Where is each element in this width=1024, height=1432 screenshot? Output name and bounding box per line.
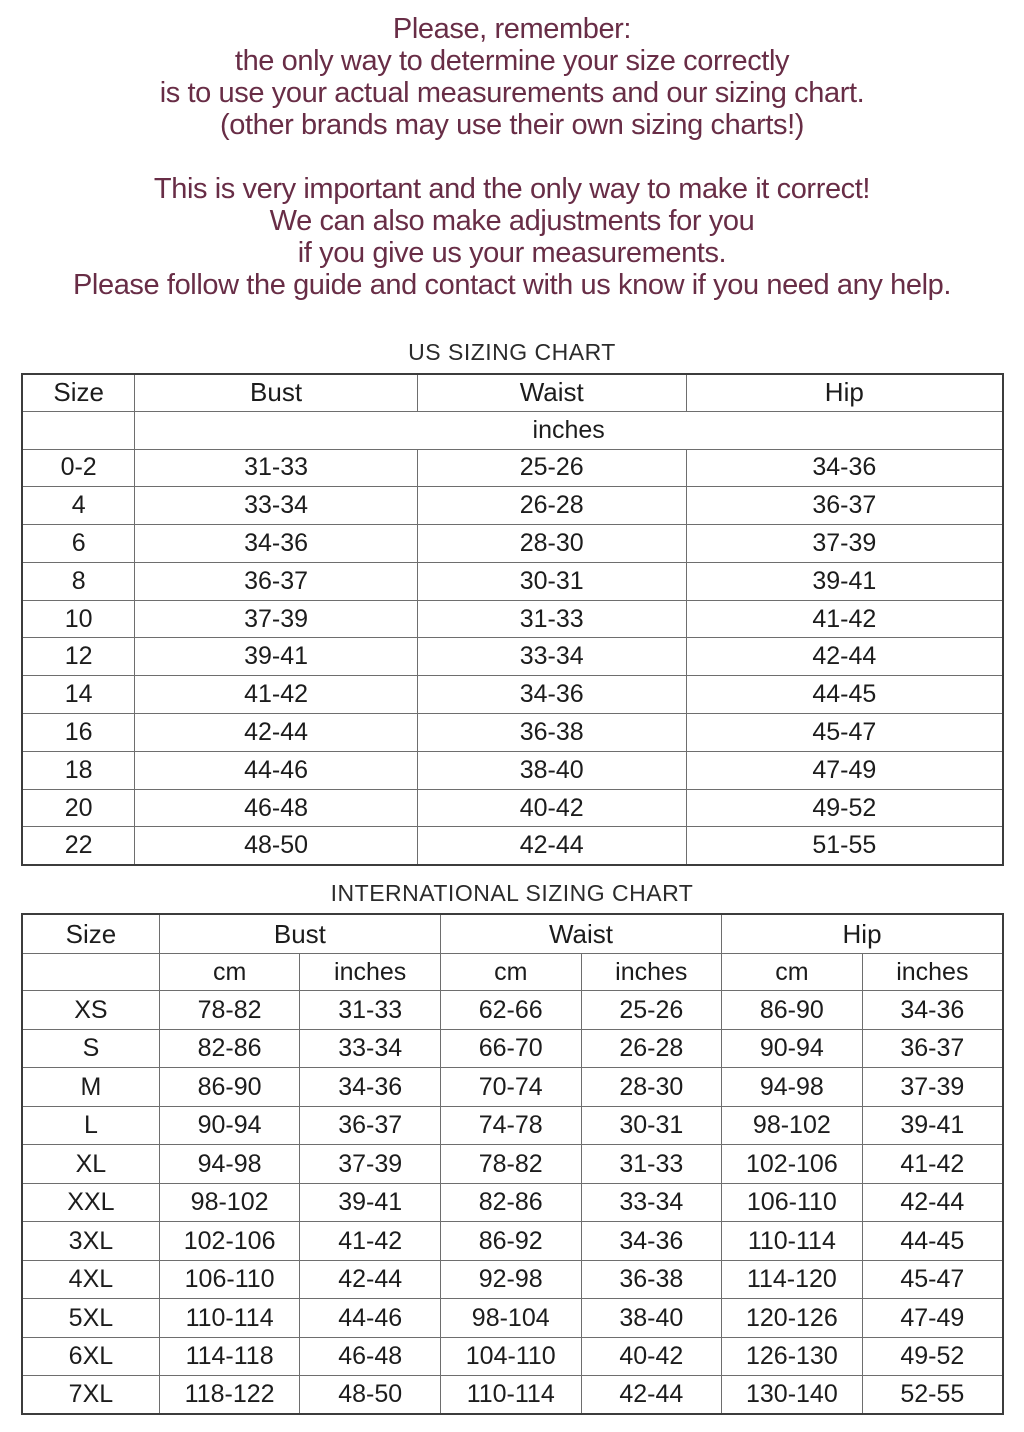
bust-cm-cell: 78-82 [159, 991, 300, 1030]
hip-cell: 36-37 [686, 487, 1003, 525]
intro-line: the only way to determine your size correctly [234, 45, 790, 77]
hip-cm-cell: 126-130 [722, 1337, 863, 1376]
waist-cm-cell: 92-98 [440, 1260, 581, 1299]
table-row [22, 525, 1003, 563]
bust-in-cell: 37-39 [300, 1145, 441, 1184]
waist-cm-cell: 70-74 [440, 1068, 581, 1107]
waist-cm-cell: 74-78 [440, 1106, 581, 1145]
intl-unit-hip-in: inches [862, 954, 1003, 991]
hip-cm-cell: 114-120 [722, 1260, 863, 1299]
hip-cell: 45-47 [686, 714, 1003, 752]
hip-cm-cell: 130-140 [722, 1376, 863, 1415]
intl-col-header-waist: Waist [440, 914, 721, 954]
intl-header-row [22, 914, 1003, 954]
intl-unit-waist-in: inches [581, 954, 722, 991]
us-header-row [22, 374, 1003, 411]
empty-cell [22, 411, 135, 449]
bust-cell: 41-42 [135, 676, 418, 714]
hip-in-cell: 37-39 [862, 1068, 1003, 1107]
bust-in-cell: 31-33 [300, 991, 441, 1030]
size-cell: 0-2 [22, 449, 135, 487]
waist-cm-cell: 98-104 [440, 1299, 581, 1338]
hip-cm-cell: 86-90 [722, 991, 863, 1030]
intro-line: Please, remember: [392, 13, 632, 45]
intro-line: We can also make adjustments for you [269, 205, 755, 237]
intl-col-header-size: Size [22, 914, 159, 954]
bust-in-cell: 41-42 [300, 1222, 441, 1261]
waist-cell: 30-31 [417, 562, 686, 600]
bust-cm-cell: 90-94 [159, 1106, 300, 1145]
hip-in-cell: 47-49 [862, 1299, 1003, 1338]
intl-unit-bust-in: inches [300, 954, 441, 991]
us-unit-cell: inches [135, 411, 1003, 449]
bust-cm-cell: 118-122 [159, 1376, 300, 1415]
hip-in-cell: 36-37 [862, 1029, 1003, 1068]
waist-cm-cell: 86-92 [440, 1222, 581, 1261]
table-row [22, 600, 1003, 638]
table-row [22, 1183, 1003, 1222]
size-cell: XS [22, 991, 159, 1030]
us-col-header-bust: Bust [135, 374, 418, 411]
bust-cm-cell: 106-110 [159, 1260, 300, 1299]
bust-cell: 48-50 [135, 827, 418, 865]
intro-line: (other brands may use their own sizing charts!) [219, 109, 804, 141]
size-cell: 12 [22, 638, 135, 676]
us-chart-title: US SIZING CHART [408, 339, 616, 365]
table-row [22, 449, 1003, 487]
table-row [22, 1260, 1003, 1299]
us-unit-row [22, 411, 1003, 449]
waist-in-cell: 30-31 [581, 1106, 722, 1145]
waist-in-cell: 31-33 [581, 1145, 722, 1184]
intl-unit-row [22, 954, 1003, 991]
waist-in-cell: 25-26 [581, 991, 722, 1030]
waist-in-cell: 38-40 [581, 1299, 722, 1338]
waist-cell: 34-36 [417, 676, 686, 714]
hip-cell: 42-44 [686, 638, 1003, 676]
waist-in-cell: 34-36 [581, 1222, 722, 1261]
table-row [22, 1299, 1003, 1338]
table-row [22, 562, 1003, 600]
size-cell: 7XL [22, 1376, 159, 1415]
waist-cm-cell: 66-70 [440, 1029, 581, 1068]
waist-cell: 42-44 [417, 827, 686, 865]
bust-cell: 36-37 [135, 562, 418, 600]
size-cell: 10 [22, 600, 135, 638]
waist-cm-cell: 62-66 [440, 991, 581, 1030]
intl-unit-waist-cm: cm [440, 954, 581, 991]
table-row [22, 714, 1003, 752]
hip-cm-cell: 94-98 [722, 1068, 863, 1107]
hip-in-cell: 39-41 [862, 1106, 1003, 1145]
size-cell: S [22, 1029, 159, 1068]
intro-block-1 [0, 13, 1024, 141]
intro-text [0, 0, 1024, 301]
size-cell: 18 [22, 751, 135, 789]
hip-cell: 44-45 [686, 676, 1003, 714]
waist-cm-cell: 82-86 [440, 1183, 581, 1222]
bust-in-cell: 34-36 [300, 1068, 441, 1107]
waist-in-cell: 26-28 [581, 1029, 722, 1068]
bust-in-cell: 42-44 [300, 1260, 441, 1299]
size-cell: 20 [22, 789, 135, 827]
bust-in-cell: 39-41 [300, 1183, 441, 1222]
intro-block-2 [0, 173, 1024, 301]
bust-cm-cell: 98-102 [159, 1183, 300, 1222]
hip-cell: 34-36 [686, 449, 1003, 487]
waist-cell: 36-38 [417, 714, 686, 752]
us-col-header-waist: Waist [417, 374, 686, 411]
size-cell: 6XL [22, 1337, 159, 1376]
table-row [22, 638, 1003, 676]
size-cell: 4 [22, 487, 135, 525]
table-row [22, 751, 1003, 789]
bust-cm-cell: 94-98 [159, 1145, 300, 1184]
table-row [22, 676, 1003, 714]
bust-cell: 31-33 [135, 449, 418, 487]
bust-in-cell: 36-37 [300, 1106, 441, 1145]
hip-cell: 41-42 [686, 600, 1003, 638]
size-cell: 4XL [22, 1260, 159, 1299]
waist-cm-cell: 104-110 [440, 1337, 581, 1376]
bust-cell: 42-44 [135, 714, 418, 752]
hip-cell: 51-55 [686, 827, 1003, 865]
waist-cell: 28-30 [417, 525, 686, 563]
intro-line: This is very important and the only way to make it correct! [153, 173, 871, 205]
hip-in-cell: 42-44 [862, 1183, 1003, 1222]
table-row [22, 789, 1003, 827]
us-col-header-hip: Hip [686, 374, 1003, 411]
size-cell: 22 [22, 827, 135, 865]
intl-col-header-hip: Hip [722, 914, 1003, 954]
size-cell: 6 [22, 525, 135, 563]
hip-cm-cell: 120-126 [722, 1299, 863, 1338]
hip-cell: 37-39 [686, 525, 1003, 563]
bust-cm-cell: 82-86 [159, 1029, 300, 1068]
hip-in-cell: 52-55 [862, 1376, 1003, 1415]
intl-col-header-bust: Bust [159, 914, 440, 954]
bust-in-cell: 46-48 [300, 1337, 441, 1376]
size-cell: 3XL [22, 1222, 159, 1261]
size-cell: L [22, 1106, 159, 1145]
bust-in-cell: 33-34 [300, 1029, 441, 1068]
table-row [22, 991, 1003, 1030]
table-row [22, 827, 1003, 865]
waist-in-cell: 36-38 [581, 1260, 722, 1299]
waist-cm-cell: 78-82 [440, 1145, 581, 1184]
table-row [22, 1106, 1003, 1145]
bust-in-cell: 48-50 [300, 1376, 441, 1415]
waist-in-cell: 28-30 [581, 1068, 722, 1107]
waist-cell: 33-34 [417, 638, 686, 676]
international-sizing-table [21, 913, 1004, 1416]
bust-cell: 34-36 [135, 525, 418, 563]
hip-cell: 49-52 [686, 789, 1003, 827]
hip-cm-cell: 98-102 [722, 1106, 863, 1145]
bust-cm-cell: 114-118 [159, 1337, 300, 1376]
waist-cell: 26-28 [417, 487, 686, 525]
hip-cm-cell: 102-106 [722, 1145, 863, 1184]
table-row [22, 1222, 1003, 1261]
intro-line: if you give us your measurements. [297, 237, 727, 269]
intro-line: is to use your actual measurements and our sizing chart. [159, 77, 865, 109]
hip-cm-cell: 90-94 [722, 1029, 863, 1068]
us-sizing-table [21, 373, 1004, 866]
bust-cm-cell: 110-114 [159, 1299, 300, 1338]
waist-cm-cell: 110-114 [440, 1376, 581, 1415]
table-row [22, 1068, 1003, 1107]
intl-unit-bust-cm: cm [159, 954, 300, 991]
hip-cell: 39-41 [686, 562, 1003, 600]
waist-cell: 40-42 [417, 789, 686, 827]
table-row [22, 487, 1003, 525]
size-cell: 5XL [22, 1299, 159, 1338]
empty-cell [22, 954, 159, 991]
us-col-header-size: Size [22, 374, 135, 411]
waist-in-cell: 42-44 [581, 1376, 722, 1415]
hip-in-cell: 49-52 [862, 1337, 1003, 1376]
bust-cell: 37-39 [135, 600, 418, 638]
size-cell: M [22, 1068, 159, 1107]
waist-cell: 25-26 [417, 449, 686, 487]
bust-cell: 39-41 [135, 638, 418, 676]
size-cell: 16 [22, 714, 135, 752]
table-row [22, 1029, 1003, 1068]
intl-unit-hip-cm: cm [722, 954, 863, 991]
size-cell: XXL [22, 1183, 159, 1222]
hip-in-cell: 44-45 [862, 1222, 1003, 1261]
hip-cm-cell: 106-110 [722, 1183, 863, 1222]
waist-cell: 38-40 [417, 751, 686, 789]
hip-in-cell: 41-42 [862, 1145, 1003, 1184]
intl-chart-title: INTERNATIONAL SIZING CHART [330, 879, 694, 906]
table-row [22, 1376, 1003, 1415]
waist-cell: 31-33 [417, 600, 686, 638]
intro-line: Please follow the guide and contact with us know if you need any help. [72, 269, 952, 301]
table-row [22, 1337, 1003, 1376]
bust-in-cell: 44-46 [300, 1299, 441, 1338]
waist-in-cell: 40-42 [581, 1337, 722, 1376]
bust-cm-cell: 102-106 [159, 1222, 300, 1261]
bust-cm-cell: 86-90 [159, 1068, 300, 1107]
hip-cm-cell: 110-114 [722, 1222, 863, 1261]
table-row [22, 1145, 1003, 1184]
hip-in-cell: 45-47 [862, 1260, 1003, 1299]
bust-cell: 33-34 [135, 487, 418, 525]
bust-cell: 44-46 [135, 751, 418, 789]
size-cell: 8 [22, 562, 135, 600]
hip-in-cell: 34-36 [862, 991, 1003, 1030]
size-cell: XL [22, 1145, 159, 1184]
hip-cell: 47-49 [686, 751, 1003, 789]
waist-in-cell: 33-34 [581, 1183, 722, 1222]
bust-cell: 46-48 [135, 789, 418, 827]
size-cell: 14 [22, 676, 135, 714]
